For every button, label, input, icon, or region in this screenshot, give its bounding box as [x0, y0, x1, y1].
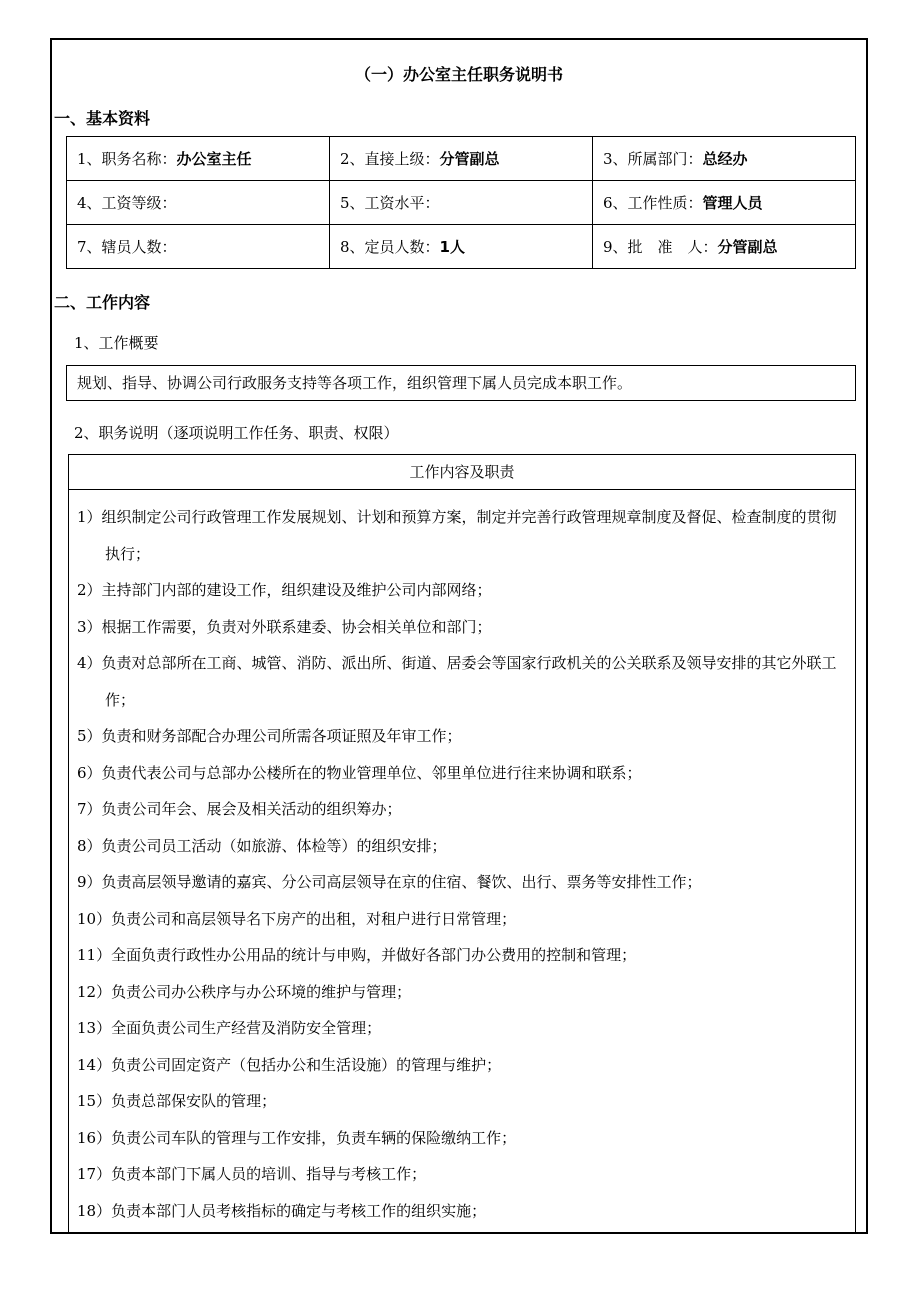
- list-item: 12）负责公司办公秩序与办公环境的维护与管理；: [77, 982, 412, 1001]
- info-cell-job-nature: 6、工作性质：管理人员: [593, 181, 856, 225]
- list-item: 4）负责对总部所在工商、城管、消防、派出所、街道、居委会等国家行政机关的公关联系及领导安排的其它外联工作；: [77, 654, 837, 709]
- table-row: [67, 181, 856, 225]
- list-item: 11）全面负责行政性办公用品的统计与申购，并做好各部门办公费用的控制和管理；: [77, 946, 637, 964]
- list-item: 10）负责公司和高层领导名下房产的出租，对租户进行日常管理；: [77, 909, 517, 928]
- duties-list: [69, 490, 855, 1229]
- summary-heading: 1、工作概要: [74, 334, 159, 352]
- table-row: [67, 225, 856, 269]
- list-item: 1）组织制定公司行政管理工作发展规划、计划和预算方案，制定并完善行政管理规章制度及督促、检查制度的贯彻执行；: [77, 508, 837, 563]
- info-cell-salary-level: 5、工资水平：: [330, 181, 593, 225]
- info-cell-subordinates: 7、辖员人数：: [67, 225, 330, 269]
- info-cell-approver: 9、批 准 人：分管副总: [593, 225, 856, 269]
- info-cell-headcount: 8、定员人数：1人: [330, 225, 593, 269]
- summary-text: 规划、指导、协调公司行政服务支持等各项工作，组织管理下属人员完成本职工作。: [66, 365, 856, 401]
- list-item: 17）负责本部门下属人员的培训、指导与考核工作；: [77, 1165, 427, 1183]
- table-row: [67, 137, 856, 181]
- info-cell-job-title: 1、职务名称：办公室主任: [67, 137, 330, 181]
- document-page: [50, 38, 868, 1234]
- list-item: 16）负责公司车队的管理与工作安排，负责车辆的保险缴纳工作；: [77, 1128, 517, 1147]
- info-cell-department: 3、所属部门：总经办: [593, 137, 856, 181]
- list-item: 15）负责总部保安队的管理；: [77, 1092, 277, 1110]
- basic-info-table: [66, 136, 856, 269]
- duties-heading: 2、职务说明（逐项说明工作任务、职责、权限）: [74, 424, 399, 442]
- section-heading-basic-info: 一、基本资料: [54, 109, 151, 128]
- list-item: 2）主持部门内部的建设工作，组织建设及维护公司内部网络；: [77, 581, 492, 599]
- list-item: 18）负责本部门人员考核指标的确定与考核工作的组织实施；: [77, 1201, 487, 1220]
- duties-table-header: 工作内容及职责: [69, 455, 855, 490]
- list-item: 14）负责公司固定资产（包括办公和生活设施）的管理与维护；: [77, 1055, 502, 1074]
- list-item: 13）全面负责公司生产经营及消防安全管理；: [77, 1019, 382, 1037]
- info-cell-direct-superior: 2、直接上级：分管副总: [330, 137, 593, 181]
- list-item: 8）负责公司员工活动（如旅游、体检等）的组织安排；: [77, 836, 447, 855]
- list-item: 9）负责高层领导邀请的嘉宾、分公司高层领导在京的住宿、餐饮、出行、票务等安排性工作；: [77, 873, 702, 891]
- list-item: 5）负责和财务部配合办理公司所需各项证照及年审工作；: [77, 727, 462, 745]
- list-item: 3）根据工作需要，负责对外联系建委、协会相关单位和部门；: [77, 617, 492, 636]
- duties-table: [68, 454, 856, 1234]
- section-heading-work-content: 二、工作内容: [54, 293, 151, 312]
- document-title: （一）办公室主任职务说明书: [354, 65, 563, 84]
- list-item: 7）负责公司年会、展会及相关活动的组织筹办；: [77, 800, 402, 818]
- info-cell-salary-grade: 4、工资等级：: [67, 181, 330, 225]
- list-item: 6）负责代表公司与总部办公楼所在的物业管理单位、邻里单位进行往来协调和联系；: [77, 763, 642, 782]
